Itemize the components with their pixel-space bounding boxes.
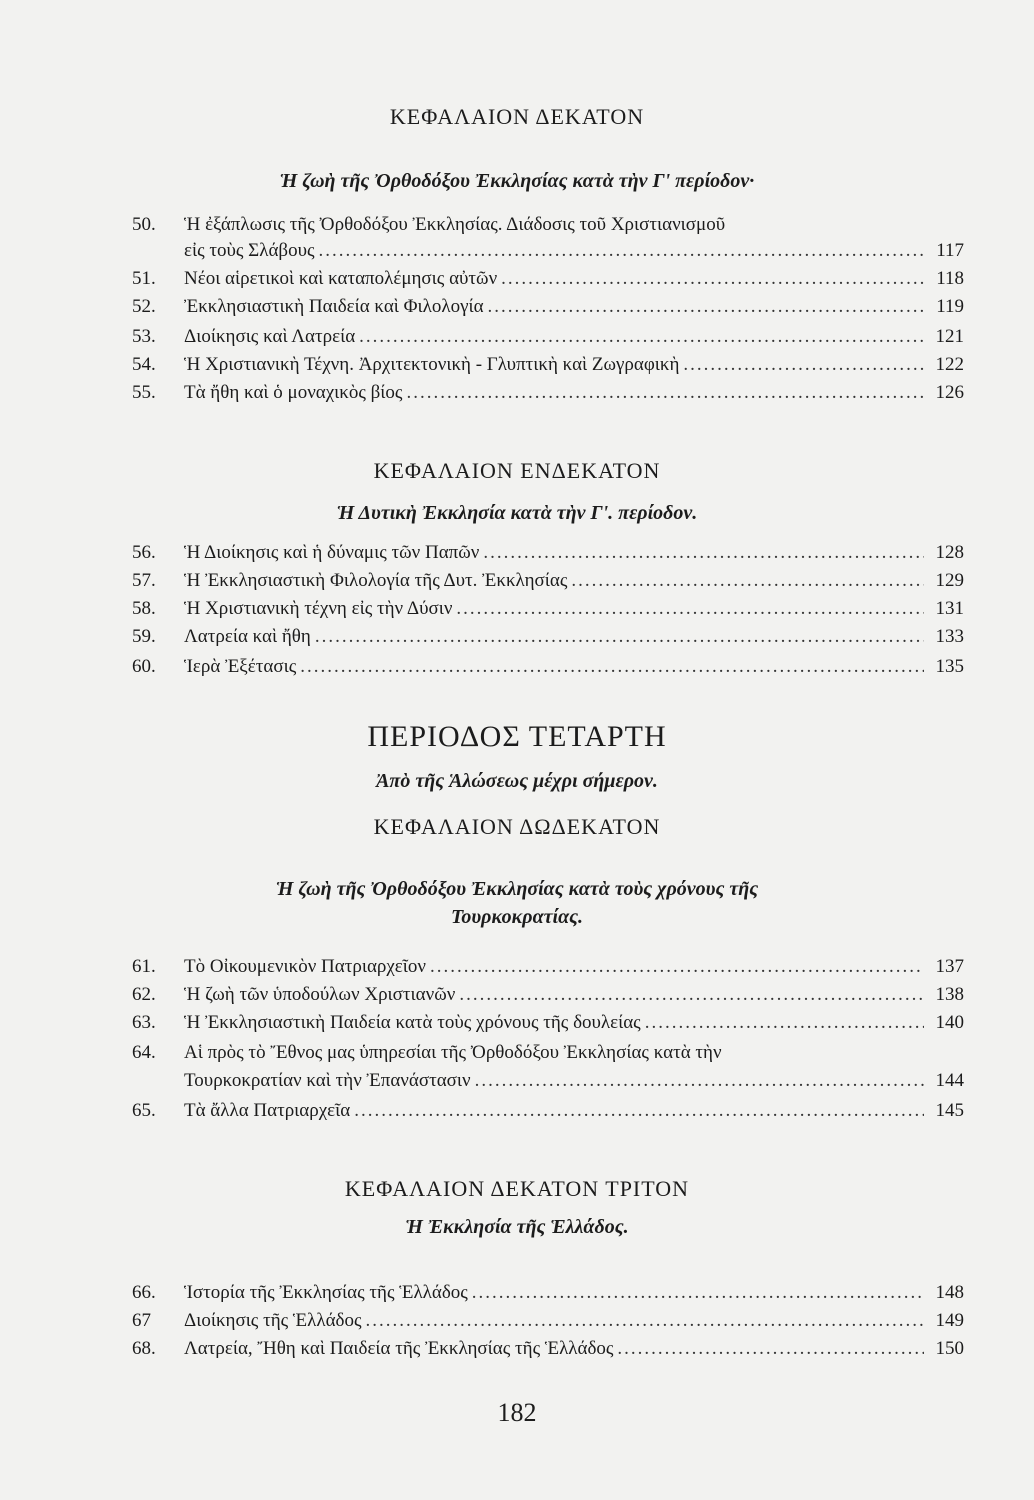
entry-number: 64.: [132, 1042, 156, 1063]
entry-number: 57.: [132, 570, 156, 591]
entry-page: 145: [935, 1100, 964, 1121]
period-subtitle: Ἀπὸ τῆς Ἁλώσεως μέχρι σήμερον.: [376, 770, 658, 792]
entry-title: Ἐκκλησιαστικὴ Παιδεία καὶ Φιλολογία: [184, 296, 484, 317]
toc-entry-55: [132, 382, 964, 410]
dot-leader: [683, 354, 924, 376]
chapter-13-subtitle: Ἡ Ἐκκλησία τῆς Ἑλλάδος.: [405, 1216, 629, 1238]
toc-entry-52: [132, 296, 964, 324]
entry-title: Τουρκοκρατίαν καὶ τὴν Ἐπανάστασιν: [184, 1070, 471, 1091]
entry-title: Τὰ ἤθη καὶ ὁ μοναχικὸς βίος: [184, 382, 403, 403]
entry-page: 149: [935, 1310, 964, 1331]
toc-entry-60: [132, 656, 964, 684]
dot-leader: [459, 984, 924, 1006]
entry-page: 150: [935, 1338, 964, 1359]
chapter-10-heading: ΚΕΦΑΛΑΙΟΝ ΔΕΚΑΤΟΝ: [389, 104, 645, 129]
entry-page: 122: [935, 354, 964, 375]
entry-title: Ἡ Ἐκκλησιαστικὴ Παιδεία κατὰ τοὺς χρόνους τῆς δουλείας: [184, 1012, 641, 1033]
chapter-12-heading: ΚΕΦΑΛΑΙΟΝ ΔΩΔΕΚΑΤΟΝ: [373, 814, 661, 839]
period-title: ΠΕΡΙΟΔΟΣ ΤΕΤΑΡΤΗ: [367, 720, 667, 753]
entry-title: Νέοι αἱρετικοὶ καὶ καταπολέμησις αὐτῶν: [184, 268, 498, 289]
toc-entry-59: [132, 626, 964, 654]
toc-entry-61: [132, 956, 964, 984]
dot-leader: [359, 326, 924, 348]
entry-title: Τὸ Οἰκουμενικὸν Πατριαρχεῖον: [184, 956, 426, 977]
entry-number: 68.: [132, 1338, 156, 1359]
entry-title: Ἡ Ἐκκλησιαστικὴ Φιλολογία τῆς Δυτ. Ἐκκλησίας: [184, 570, 568, 591]
entry-title: Ἱστορία τῆς Ἐκκλησίας τῆς Ἑλλάδος: [184, 1282, 468, 1303]
dot-leader: [354, 1100, 924, 1122]
dot-leader: [645, 1012, 924, 1034]
entry-title: Λατρεία, Ἤθη καὶ Παιδεία τῆς Ἐκκλησίας τῆς Ἑλλάδος: [184, 1338, 614, 1359]
toc-entry-50-cont: [184, 240, 964, 268]
dot-leader: [475, 1070, 924, 1092]
dot-leader: [300, 656, 924, 678]
entry-title: Λατρεία καὶ ἤθη: [184, 626, 311, 647]
toc-entry-64: [132, 1042, 964, 1070]
toc-entry-51: [132, 268, 964, 296]
dot-leader: [483, 542, 924, 564]
entry-title: Ἡ ἐξάπλωσις τῆς Ὀρθοδόξου Ἐκκλησίας. Διάδοσις τοῦ Χριστιανισμοῦ: [184, 214, 726, 235]
entry-title: Ἱερὰ Ἐξέτασις: [184, 656, 297, 677]
entry-title: Τὰ ἄλλα Πατριαρχεῖα: [184, 1100, 351, 1121]
entry-number: 50.: [132, 214, 156, 235]
entry-title: Αἱ πρὸς τὸ Ἔθνος μας ὑπηρεσίαι τῆς Ὀρθοδόξου Ἐκκλησίας κατὰ τὴν: [184, 1042, 722, 1063]
entry-number: 54.: [132, 354, 156, 375]
entry-page: 118: [936, 268, 964, 289]
toc-entry-50: [132, 214, 964, 242]
entry-page: 128: [935, 542, 964, 563]
dot-leader: [406, 382, 924, 404]
entry-page: 131: [935, 598, 964, 619]
entry-number: 63.: [132, 1012, 156, 1033]
entry-page: 133: [935, 626, 964, 647]
entry-number: 62.: [132, 984, 156, 1005]
toc-entry-54: [132, 354, 964, 382]
dot-leader: [319, 240, 924, 262]
page-number: 182: [497, 1398, 537, 1427]
entry-title: Διοίκησις καὶ Λατρεία: [184, 326, 356, 347]
toc-entry-57: [132, 570, 964, 598]
toc-entry-53: [132, 326, 964, 354]
chapter-11-heading: ΚΕΦΑΛΑΙΟΝ ΕΝΔΕΚΑΤΟΝ: [373, 458, 661, 483]
entry-page: 144: [935, 1070, 964, 1091]
dot-leader: [430, 956, 924, 978]
entry-title: Ἡ Διοίκησις καὶ ἡ δύναμις τῶν Παπῶν: [184, 542, 480, 563]
entry-title: Ἡ Χριστιανικὴ Τέχνη. Ἀρχιτεκτονικὴ - Γλυπτικὴ καὶ Ζωγραφικὴ: [184, 354, 680, 375]
entry-number: 52.: [132, 296, 156, 317]
toc-entry-58: [132, 598, 964, 626]
entry-number: 58.: [132, 598, 156, 619]
entry-number: 53.: [132, 326, 156, 347]
toc-entry-67: [132, 1310, 964, 1338]
entry-page: 148: [935, 1282, 964, 1303]
entry-number: 56.: [132, 542, 156, 563]
entry-title: Ἡ ζωὴ τῶν ὑποδούλων Χριστιανῶν: [184, 984, 456, 1005]
entry-title: Ἡ Χριστιανικὴ τέχνη εἰς τὴν Δύσιν: [184, 598, 453, 619]
entry-number: 65.: [132, 1100, 156, 1121]
entry-page: 117: [936, 240, 964, 261]
dot-leader: [571, 570, 924, 592]
entry-number: 59.: [132, 626, 156, 647]
entry-title: εἰς τοὺς Σλάβους: [184, 240, 315, 261]
toc-entry-62: [132, 984, 964, 1012]
chapter-12-subtitle-line2: Τουρκοκρατίας.: [450, 906, 584, 928]
entry-number: 66.: [132, 1282, 156, 1303]
dot-leader: [488, 296, 924, 318]
toc-entry-64-cont: [184, 1070, 964, 1098]
entry-page: 135: [935, 656, 964, 677]
entry-number: 55.: [132, 382, 156, 403]
entry-page: 137: [935, 956, 964, 977]
entry-number: 51.: [132, 268, 156, 289]
entry-page: 121: [935, 326, 964, 347]
toc-entry-66: [132, 1282, 964, 1310]
dot-leader: [501, 268, 924, 290]
dot-leader: [456, 598, 924, 620]
entry-page: 119: [936, 296, 964, 317]
chapter-12-subtitle-line1: Ἡ ζωὴ τῆς Ὀρθοδόξου Ἐκκλησίας κατὰ τοὺς χρόνους τῆς: [275, 878, 759, 900]
entry-title: Διοίκησις τῆς Ἑλλάδος: [184, 1310, 362, 1331]
dot-leader: [617, 1338, 924, 1360]
dot-leader: [366, 1310, 925, 1332]
entry-page: 138: [935, 984, 964, 1005]
entry-number: 67: [132, 1310, 151, 1331]
chapter-11-subtitle: Ἡ Δυτικὴ Ἐκκλησία κατὰ τὴν Γ'. περίοδον.: [336, 502, 698, 524]
dot-leader: [315, 626, 924, 648]
toc-entry-56: [132, 542, 964, 570]
toc-entry-63: [132, 1012, 964, 1040]
chapter-10-subtitle: Ἡ ζωὴ τῆς Ὀρθοδόξου Ἐκκλησίας κατὰ τὴν Γ' περίοδον·: [279, 170, 755, 192]
toc-entry-68: [132, 1338, 964, 1366]
chapter-13-heading: ΚΕΦΑΛΑΙΟΝ ΔΕΚΑΤΟΝ ΤΡΙΤΟΝ: [344, 1176, 690, 1201]
dot-leader: [472, 1282, 924, 1304]
entry-page: 140: [935, 1012, 964, 1033]
entry-number: 60.: [132, 656, 156, 677]
entry-page: 126: [935, 382, 964, 403]
entry-number: 61.: [132, 956, 156, 977]
entry-page: 129: [935, 570, 964, 591]
toc-entry-65: [132, 1100, 964, 1128]
